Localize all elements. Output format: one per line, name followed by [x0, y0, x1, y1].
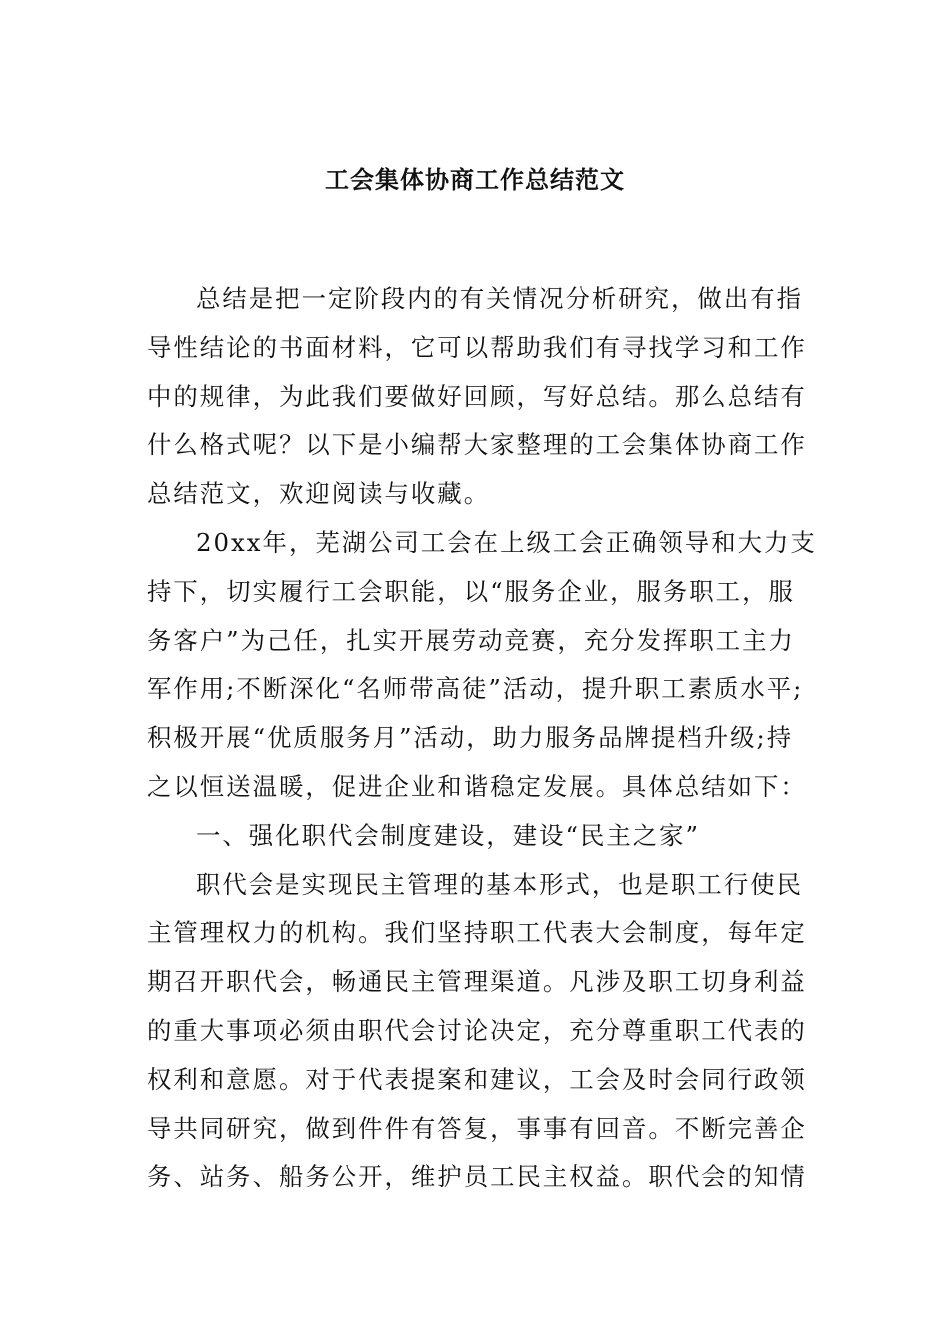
- body-line: 积极开展“优质服务月”活动，助力服务品牌提档升级;持: [147, 723, 794, 753]
- body-line: 什么格式呢？以下是小编帮大家整理的工会集体协商工作: [147, 430, 807, 460]
- body-line: 主管理权力的机构。我们坚持职工代表大会制度，每年定: [147, 918, 807, 948]
- body-line: 之以恒送温暖，促进企业和谐稳定发展。具体总结如下：: [147, 771, 807, 801]
- body-line: 务、站务、船务公开，维护员工民主权益。职代会的知情: [147, 1162, 807, 1192]
- section-heading: 一、强化职代会制度建设，建设“民主之家”: [196, 820, 700, 850]
- body-line: 总结范文，欢迎阅读与收藏。: [147, 479, 491, 509]
- body-line: 20xx年，芜湖公司工会在上级工会正确领导和大力支: [196, 527, 817, 557]
- document-title: 工会集体协商工作总结范文: [325, 165, 625, 194]
- body-line: 导共同研究，做到件件有答复，事事有回音。不断完善企: [147, 1113, 807, 1143]
- body-line: 持下，切实履行工会职能，以“服务企业，服务职工，服: [147, 576, 795, 606]
- body-line: 期召开职代会，畅通民主管理渠道。凡涉及职工切身利益: [147, 967, 807, 997]
- body-line: 的重大事项必须由职代会讨论决定，充分尊重职工代表的: [147, 1015, 807, 1045]
- body-line: 中的规律，为此我们要做好回顾，写好总结。那么总结有: [147, 381, 807, 411]
- body-line: 军作用;不断深化“名师带高徒”活动，提升职工素质水平;: [147, 674, 804, 704]
- body-line: 导性结论的书面材料，它可以帮助我们有寻找学习和工作: [147, 332, 807, 362]
- body-line: 务客户”为己任，扎实开展劳动竞赛，充分发挥职工主力: [147, 625, 795, 655]
- body-line: 总结是把一定阶段内的有关情况分析研究，做出有指: [196, 284, 803, 313]
- body-line: 职代会是实现民主管理的基本形式，也是职工行使民: [196, 869, 803, 899]
- document-body: [147, 275, 819, 1202]
- body-line: 权利和意愿。对于代表提案和建议，工会及时会同行政领: [147, 1064, 807, 1094]
